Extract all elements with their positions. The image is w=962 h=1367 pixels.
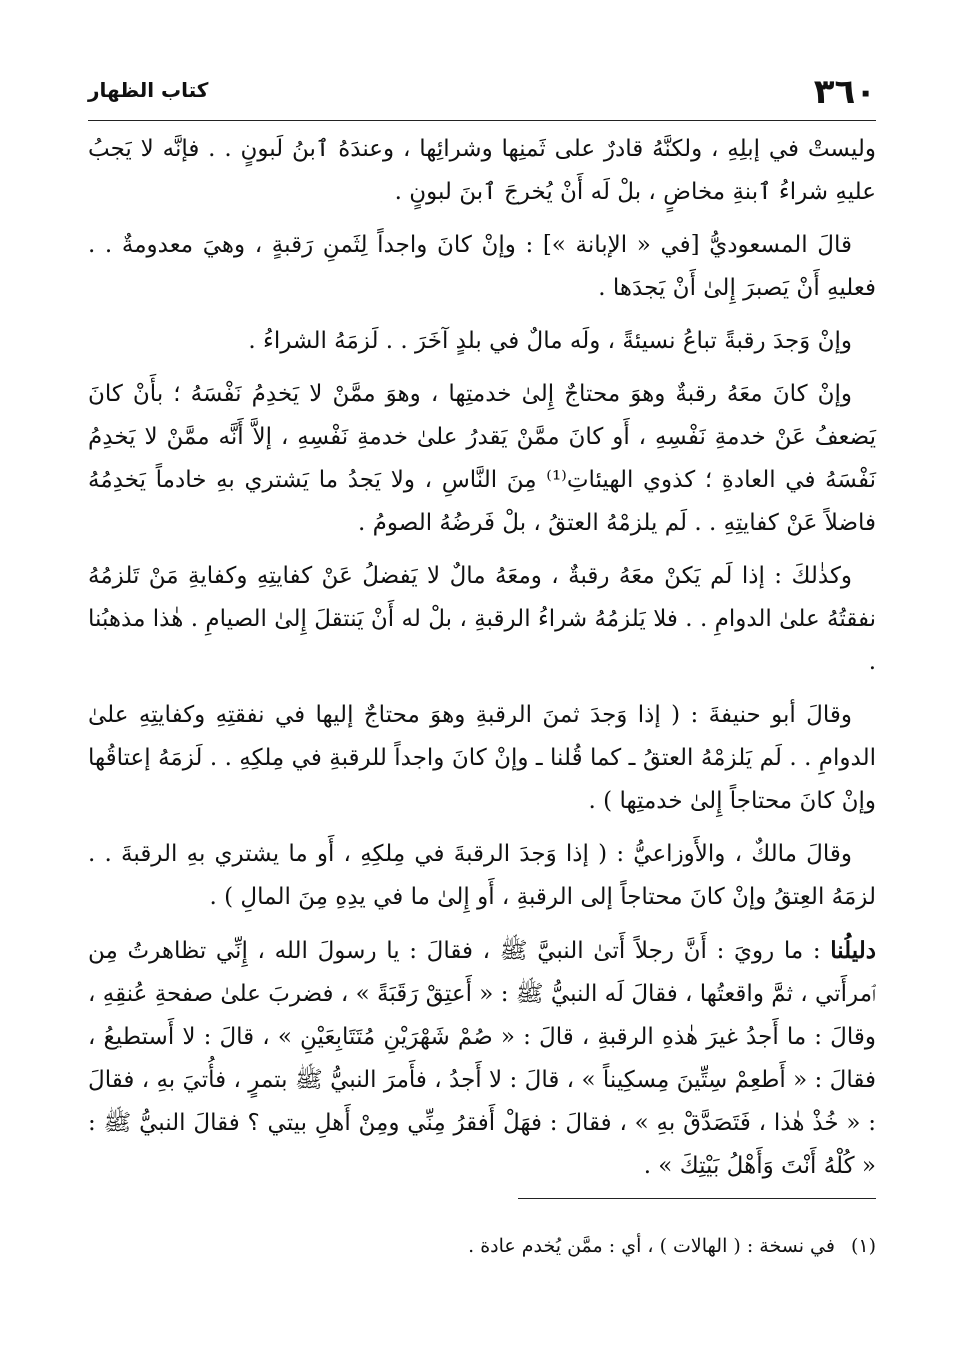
page-number: ٣٦٠ bbox=[813, 72, 876, 112]
proof-text: : ما رويَ : أَنَّ رجلاً أَتىٰ النبيَّ ﷺ ، فقالَ : يا رسولَ الله ، إِنِّي تظاهرتُ مِن ٱمرأَتي ، ثمَّ واقعتُها ، فقالَ لَه النبيُّ ﷺ : « أَعتِقْ رَقَبَةً » ، فضربَ علىٰ صفحةِ عُنقِهِ ، وقالَ : ما أَجدُ غيرَ هٰذهِ الرقبةِ ، قالَ : « صُمْ شَهْرَيْنِ مُتَتَابِعَيْنِ » ، قالَ : لا أَستطيعُ ، فقالَ : « أَطعِمْ سِتِّينَ مِسكِيناً » ، قالَ : لا أَجدُ ، فأَمرَ النبيُّ ﷺ بتمرٍ ، فأُتيَ بهِ ، فقالَ : « خُذْ هٰذا ، فَتَصَدَّقْ بهِ » ، فقالَ : فهَلْ أَفقرُ مِنِّي ومِنْ أَهلِ بيتي ؟ فقالَ النبيُّ ﷺ : « كُلْهُ أَنْتَ وَأَهْلُ بَيْتِكَ » . bbox=[88, 938, 876, 1179]
footnote bbox=[468, 1232, 876, 1260]
footnote-rule bbox=[518, 1198, 876, 1199]
page-header bbox=[88, 72, 876, 120]
header-rule bbox=[88, 120, 876, 121]
paragraph: وإنْ كانَ معَهُ رقبةٌ وهوَ محتاجٌ إِلىٰ خدمتِها ، وهوَ ممَّنْ لا يَخدِمُ نَفْسَهُ ؛ بأَنْ كانَ يَضعفُ عَنْ خدمةِ نَفْسِهِ ، أَو كانَ ممَّنْ يَقدرُ علىٰ خدمةِ نَفْسِهِ ، إلاَّ أَنَّه ممَّنْ لا يَخدِمُ نَفْسَهُ في العادةِ ؛ كذوي الهيئاتِ⁽¹⁾ مِنَ النَّاسِ ، ولا يَجدُ ما يَشتري بهِ خادماً يَخدِمُهُ فاضلاً عَنْ كفايتِهِ . . لَم يلزمْهُ العتقُ ، بلْ فَرضُهُ الصومُ . bbox=[88, 381, 876, 536]
paragraph: وإنْ وَجدَ رقبةً تباعُ نسيئةً ، ولَه مالٌ في بلدٍ آخَرَ . . لَزمَهُ الشراءُ . bbox=[248, 328, 852, 354]
paragraph: وقالَ مالكٌ ، والأَوزاعيُّ : ( إذا وَجدَ الرقبةَ في مِلكِهِ ، أَو ما يشتري بهِ الرقبةَ . . لزمَهُ العِتقُ وإنْ كانَ محتاجاً إلى الرقبةِ ، أَو إِلىٰ ما في يدِهِ مِنَ المالِ ) . bbox=[88, 841, 876, 910]
proof-paragraph bbox=[88, 929, 876, 1188]
paragraph: وليستْ في إبلِهِ ، ولكنَّهُ قادرٌ على ثَمنِها وشرائِها ، وعندَهُ ٱبنُ لَبونٍ . . فإنَّه لا يَجبُ عليهِ شراءُ ٱبنةِ مخاضٍ ، بلْ لَه أَنْ يُخرجَ ٱبنَ لبونٍ . bbox=[88, 136, 876, 205]
proof-lead: دليلُنا bbox=[830, 937, 876, 964]
footnote-text: في نسخة : ( الهالات ) ، أي : ممَّن يُخدم عادة . bbox=[468, 1235, 835, 1257]
paragraph: وكذٰلكَ : إذا لَم يَكنْ معَهُ رقبةٌ ، ومعَهُ مالٌ لا يَفضلُ عَنْ كفايتِهِ وكفايةِ مَنْ تَلزمُهُ نفقتُهُ علىٰ الدوامِ . . فلا يَلزمُهُ شراءُ الرقبةِ ، بلْ له أَنْ يَنتقلَ إِلىٰ الصيامِ . هٰذا مذهبُنا . bbox=[88, 563, 876, 675]
running-title: كتاب الظهار bbox=[88, 78, 209, 102]
footnote-marker: (١) bbox=[850, 1235, 876, 1257]
paragraph: وقالَ أبو حنيفةَ : ( إذا وَجدَ ثمنَ الرقبةِ وهوَ محتاجٌ إليها في نفقتِهِ وكفايتِهِ علىٰ الدوامِ . . لَم يَلزمْهُ العتقُ ـ كما قُلنا ـ وإنْ كانَ واجداً للرقبةِ في مِلكِهِ . . لَزمَهُ إعتاقُها وإنْ كانَ محتاجاً إِلىٰ خدمتِها ) . bbox=[88, 702, 876, 814]
main-text bbox=[88, 128, 876, 1198]
paragraph: قالَ المسعوديُّ [في « الإبانة »] : وإنْ كانَ واجداً لِثَمنِ رَقبةٍ ، وهيَ معدومةٌ . . فعليهِ أَنْ يَصبرَ إِلىٰ أَنْ يَجدَها . bbox=[88, 232, 876, 301]
